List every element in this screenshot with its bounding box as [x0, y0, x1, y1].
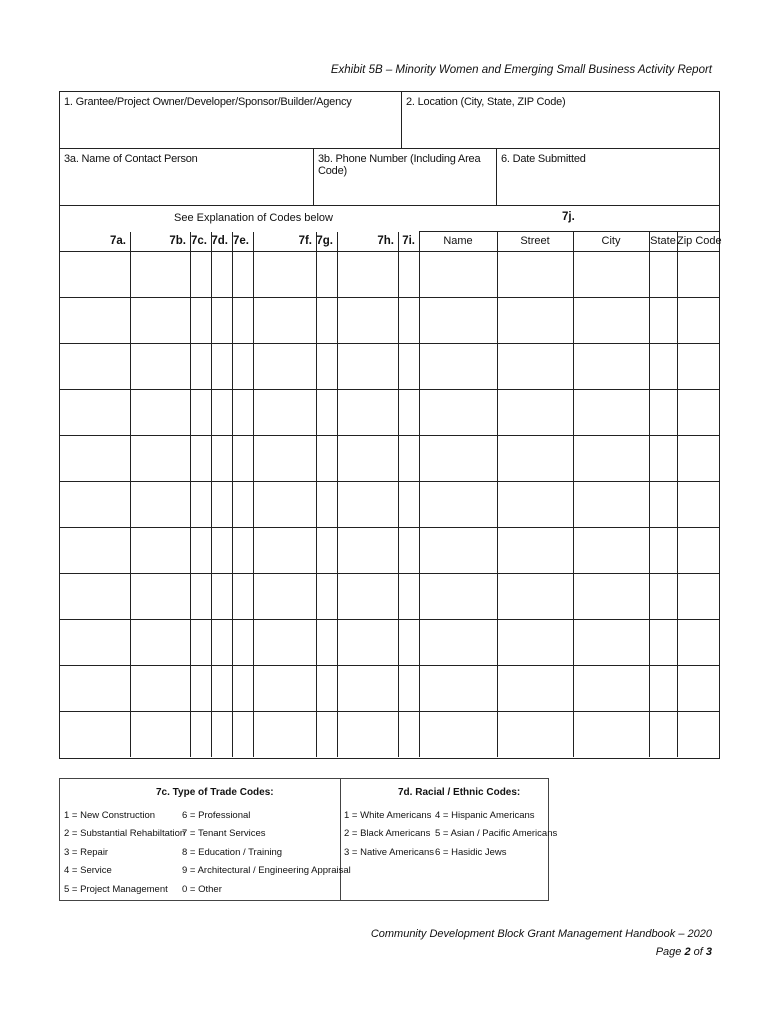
col-7c-cell[interactable] [190, 435, 211, 481]
date-submitted-field[interactable] [497, 149, 719, 205]
trade-code-item: 3 = Repair [64, 847, 109, 858]
col-7b-header: 7b. [169, 235, 186, 247]
col-7i-cell[interactable] [398, 573, 419, 619]
col-7d-cell[interactable] [211, 343, 232, 389]
col-7a-cell[interactable] [60, 573, 130, 619]
trade-code-item: 7 = Tenant Services [182, 828, 266, 839]
col-7c-cell[interactable] [190, 343, 211, 389]
col-name-cell[interactable] [419, 619, 497, 665]
phone-number-label: 3b. Phone Number (Including Area Code) [318, 153, 481, 177]
col-7i-cell[interactable] [398, 251, 419, 297]
ethnic-code-item: 6 = Hasidic Jews [435, 847, 507, 858]
col-state-cell[interactable] [649, 527, 677, 573]
trade-code-item: 0 = Other [182, 884, 222, 895]
col-zip-code-header: Zip Code [677, 235, 722, 247]
contact-person-field[interactable] [60, 149, 314, 205]
col-7a-cell[interactable] [60, 435, 130, 481]
col-7f-cell[interactable] [253, 435, 316, 481]
col-state-header: State [650, 235, 676, 247]
col-7g-cell[interactable] [316, 711, 337, 757]
col-city-cell[interactable] [573, 573, 649, 619]
col-street-cell[interactable] [497, 527, 573, 573]
col-zip-code-cell[interactable] [677, 343, 719, 389]
col-7f-cell[interactable] [253, 389, 316, 435]
col-city-cell[interactable] [573, 435, 649, 481]
col-7i-cell[interactable] [398, 389, 419, 435]
col-street-cell[interactable] [497, 481, 573, 527]
col-city-cell[interactable] [573, 665, 649, 711]
grantee-label: 1. Grantee/Project Owner/Developer/Sponsor/Builder/Agency [64, 96, 352, 108]
location-label: 2. Location (City, State, ZIP Code) [406, 96, 566, 108]
col-street-cell[interactable] [497, 573, 573, 619]
table-row [60, 481, 719, 527]
col-7i-cell[interactable] [398, 619, 419, 665]
col-city-cell[interactable] [573, 711, 649, 757]
col-7h-cell[interactable] [337, 573, 398, 619]
col-7f-cell[interactable] [253, 665, 316, 711]
col-7e-cell[interactable] [232, 527, 253, 573]
col-zip-code-cell[interactable] [677, 619, 719, 665]
col-7c-cell[interactable] [190, 481, 211, 527]
col-7h-cell[interactable] [337, 481, 398, 527]
ethnic-code-item: 3 = Native Americans [344, 847, 435, 858]
trade-code-item: 9 = Architectural / Engineering Appraisal [182, 865, 351, 876]
contact-person-label: 3a. Name of Contact Person [64, 153, 198, 165]
col-7e-cell[interactable] [232, 435, 253, 481]
col-zip-code-cell[interactable] [677, 251, 719, 297]
col-7f-cell[interactable] [253, 619, 316, 665]
col-7c-cell[interactable] [190, 573, 211, 619]
col-state-cell[interactable] [649, 435, 677, 481]
col-7f-cell[interactable] [253, 297, 316, 343]
report-header-form [59, 91, 720, 206]
col-zip-code-cell[interactable] [677, 435, 719, 481]
page-of: of [690, 946, 706, 958]
col-name-cell[interactable] [419, 573, 497, 619]
col-7e-cell[interactable] [232, 251, 253, 297]
col-street-cell[interactable] [497, 251, 573, 297]
col-street-cell[interactable] [497, 435, 573, 481]
col-7h-cell[interactable] [337, 343, 398, 389]
col-7c-cell[interactable] [190, 527, 211, 573]
col-7h-cell[interactable] [337, 251, 398, 297]
col-zip-code-cell[interactable] [677, 711, 719, 757]
col-state-cell[interactable] [649, 481, 677, 527]
col-7f-cell[interactable] [253, 573, 316, 619]
col-7b-cell[interactable] [130, 251, 190, 297]
col-name-header: Name [443, 235, 473, 247]
col-7b-cell[interactable] [130, 573, 190, 619]
col-7e-header: 7e. [233, 235, 249, 247]
date-submitted-label: 6. Date Submitted [501, 153, 586, 165]
col-name-cell[interactable] [419, 481, 497, 527]
table-row [60, 389, 719, 435]
col-7d-cell[interactable] [211, 251, 232, 297]
col-7i-cell[interactable] [398, 527, 419, 573]
col-7c-cell[interactable] [190, 619, 211, 665]
col-7g-cell[interactable] [316, 481, 337, 527]
table-row [60, 619, 719, 665]
col-7h-cell[interactable] [337, 711, 398, 757]
col-7g-cell[interactable] [316, 527, 337, 573]
ethnic-code-item: 1 = White Americans [344, 810, 432, 821]
col-7d-cell[interactable] [211, 619, 232, 665]
col-7a-cell[interactable] [60, 251, 130, 297]
ethnic-codes-panel [340, 779, 558, 900]
trade-code-item: 4 = Service [64, 865, 112, 876]
col-state-cell[interactable] [649, 389, 677, 435]
col-7d-cell[interactable] [211, 297, 232, 343]
col-street-cell[interactable] [497, 297, 573, 343]
col-7g-cell[interactable] [316, 343, 337, 389]
col-city-cell[interactable] [573, 251, 649, 297]
col-7a-cell[interactable] [60, 527, 130, 573]
col-7g-cell[interactable] [316, 297, 337, 343]
ethnic-code-item: 4 = Hispanic Americans [435, 810, 535, 821]
col-7f-cell[interactable] [253, 343, 316, 389]
table-row [60, 573, 719, 619]
col-7i-cell[interactable] [398, 711, 419, 757]
col-name-cell[interactable] [419, 711, 497, 757]
col-name-cell[interactable] [419, 665, 497, 711]
col-7f-cell[interactable] [253, 527, 316, 573]
col-zip-code-cell[interactable] [677, 389, 719, 435]
col-7e-cell[interactable] [232, 619, 253, 665]
col-7h-header: 7h. [377, 235, 394, 247]
col-name-cell[interactable] [419, 297, 497, 343]
col-name-cell[interactable] [419, 435, 497, 481]
table-row [60, 251, 719, 297]
col-7b-cell[interactable] [130, 389, 190, 435]
trade-code-item: 6 = Professional [182, 810, 251, 821]
col-street-cell[interactable] [497, 343, 573, 389]
col-7f-cell[interactable] [253, 481, 316, 527]
col-7i-cell[interactable] [398, 343, 419, 389]
col-7e-cell[interactable] [232, 343, 253, 389]
col-7a-cell[interactable] [60, 619, 130, 665]
col-7c-header: 7c. [191, 235, 207, 247]
col-zip-code-cell[interactable] [677, 665, 719, 711]
col-7f-header: 7f. [298, 235, 312, 247]
col-state-cell[interactable] [649, 619, 677, 665]
col-7a-cell[interactable] [60, 665, 130, 711]
col-7i-header: 7i. [402, 235, 415, 247]
col-7a-cell[interactable] [60, 389, 130, 435]
col-zip-code-cell[interactable] [677, 527, 719, 573]
col-city-cell[interactable] [573, 619, 649, 665]
col-7c-cell[interactable] [190, 251, 211, 297]
col-7b-cell[interactable] [130, 527, 190, 573]
col-state-cell[interactable] [649, 251, 677, 297]
exhibit-title: Exhibit 5B – Minority Women and Emerging Small Business Activity Report [330, 64, 712, 76]
col-7e-cell[interactable] [232, 573, 253, 619]
col-7d-cell[interactable] [211, 665, 232, 711]
col-state-cell[interactable] [649, 297, 677, 343]
phone-number-field[interactable] [314, 149, 497, 205]
table-row [60, 343, 719, 389]
table-row [60, 665, 719, 711]
col-city-cell[interactable] [573, 297, 649, 343]
trade-code-item: 2 = Substantial Rehabiltation [64, 828, 186, 839]
col-street-cell[interactable] [497, 665, 573, 711]
col-7d-cell[interactable] [211, 435, 232, 481]
col-7f-cell[interactable] [253, 251, 316, 297]
col-city-header: City [601, 235, 621, 247]
col-7b-cell[interactable] [130, 435, 190, 481]
col-zip-code-cell[interactable] [677, 481, 719, 527]
col-city-cell[interactable] [573, 389, 649, 435]
col-7d-cell[interactable] [211, 481, 232, 527]
col-7g-cell[interactable] [316, 665, 337, 711]
col-7a-cell[interactable] [60, 711, 130, 757]
col-7d-cell[interactable] [211, 527, 232, 573]
col-7b-cell[interactable] [130, 665, 190, 711]
col-7b-cell[interactable] [130, 481, 190, 527]
col-7d-cell[interactable] [211, 711, 232, 757]
table-row [60, 711, 719, 757]
col-7g-header: 7g. [316, 235, 333, 247]
col-street-cell[interactable] [497, 389, 573, 435]
col-7g-cell[interactable] [316, 619, 337, 665]
activity-table [59, 206, 720, 759]
col-name-cell[interactable] [419, 527, 497, 573]
col-7b-cell[interactable] [130, 619, 190, 665]
col-state-cell[interactable] [649, 711, 677, 757]
col-7a-cell[interactable] [60, 481, 130, 527]
col-state-cell[interactable] [649, 665, 677, 711]
col-7c-cell[interactable] [190, 389, 211, 435]
table-row [60, 435, 719, 481]
col-7e-cell[interactable] [232, 711, 253, 757]
col-7i-cell[interactable] [398, 665, 419, 711]
trade-code-item: 5 = Project Management [64, 884, 168, 895]
col-7a-cell[interactable] [60, 297, 130, 343]
col-state-cell[interactable] [649, 573, 677, 619]
col-7b-cell[interactable] [130, 343, 190, 389]
col-7e-cell[interactable] [232, 389, 253, 435]
col-7e-cell[interactable] [232, 297, 253, 343]
ethnic-code-item: 5 = Asian / Pacific Americans [435, 828, 558, 839]
col-street-cell[interactable] [497, 619, 573, 665]
col-city-cell[interactable] [573, 343, 649, 389]
page-prefix: Page [655, 946, 685, 958]
col-zip-code-cell[interactable] [677, 297, 719, 343]
group-7j-divider [419, 231, 719, 232]
col-city-cell[interactable] [573, 481, 649, 527]
col-7a-cell[interactable] [60, 343, 130, 389]
col-7h-cell[interactable] [337, 665, 398, 711]
page-current: 2 [684, 946, 691, 958]
col-state-cell[interactable] [649, 343, 677, 389]
trade-code-item: 1 = New Construction [64, 810, 156, 821]
ethnic-codes-title: 7d. Racial / Ethnic Codes: [398, 787, 521, 798]
col-street-header: Street [520, 235, 550, 247]
col-7i-cell[interactable] [398, 435, 419, 481]
page-total: 3 [705, 946, 712, 958]
col-7d-header: 7d. [211, 235, 228, 247]
col-7f-cell[interactable] [253, 711, 316, 757]
col-7g-cell[interactable] [316, 435, 337, 481]
col-7c-cell[interactable] [190, 711, 211, 757]
col-7i-cell[interactable] [398, 297, 419, 343]
col-7a-header: 7a. [110, 235, 126, 247]
location-field[interactable] [402, 92, 719, 149]
group-7j-label: 7j. [562, 211, 575, 223]
footer-handbook-title: Community Development Block Grant Management Handbook – 2020 [370, 928, 712, 940]
col-zip-code-cell[interactable] [677, 573, 719, 619]
col-street-cell[interactable] [497, 711, 573, 757]
grantee-field[interactable] [60, 92, 402, 149]
ethnic-code-item: 2 = Black Americans [344, 828, 431, 839]
col-7h-cell[interactable] [337, 619, 398, 665]
col-7h-cell[interactable] [337, 297, 398, 343]
col-7b-cell[interactable] [130, 711, 190, 757]
trade-codes-panel [60, 779, 351, 900]
col-7b-cell[interactable] [130, 297, 190, 343]
table-row [60, 297, 719, 343]
col-7e-cell[interactable] [232, 481, 253, 527]
codes-legend [59, 778, 558, 901]
col-7h-cell[interactable] [337, 435, 398, 481]
trade-code-item: 8 = Education / Training [182, 847, 283, 858]
col-7g-cell[interactable] [316, 389, 337, 435]
trade-codes-title: 7c. Type of Trade Codes: [156, 787, 274, 798]
col-city-cell[interactable] [573, 527, 649, 573]
col-name-cell[interactable] [419, 251, 497, 297]
col-7h-cell[interactable] [337, 389, 398, 435]
col-7d-cell[interactable] [211, 573, 232, 619]
col-name-cell[interactable] [419, 389, 497, 435]
col-7g-cell[interactable] [316, 251, 337, 297]
col-7e-cell[interactable] [232, 665, 253, 711]
table-row [60, 527, 719, 573]
col-name-cell[interactable] [419, 343, 497, 389]
col-7i-cell[interactable] [398, 481, 419, 527]
col-7g-cell[interactable] [316, 573, 337, 619]
footer-page-number [656, 946, 712, 958]
col-7c-cell[interactable] [190, 665, 211, 711]
see-explanation-label: See Explanation of Codes below [174, 212, 333, 224]
col-7c-cell[interactable] [190, 297, 211, 343]
col-7h-cell[interactable] [337, 527, 398, 573]
col-7d-cell[interactable] [211, 389, 232, 435]
